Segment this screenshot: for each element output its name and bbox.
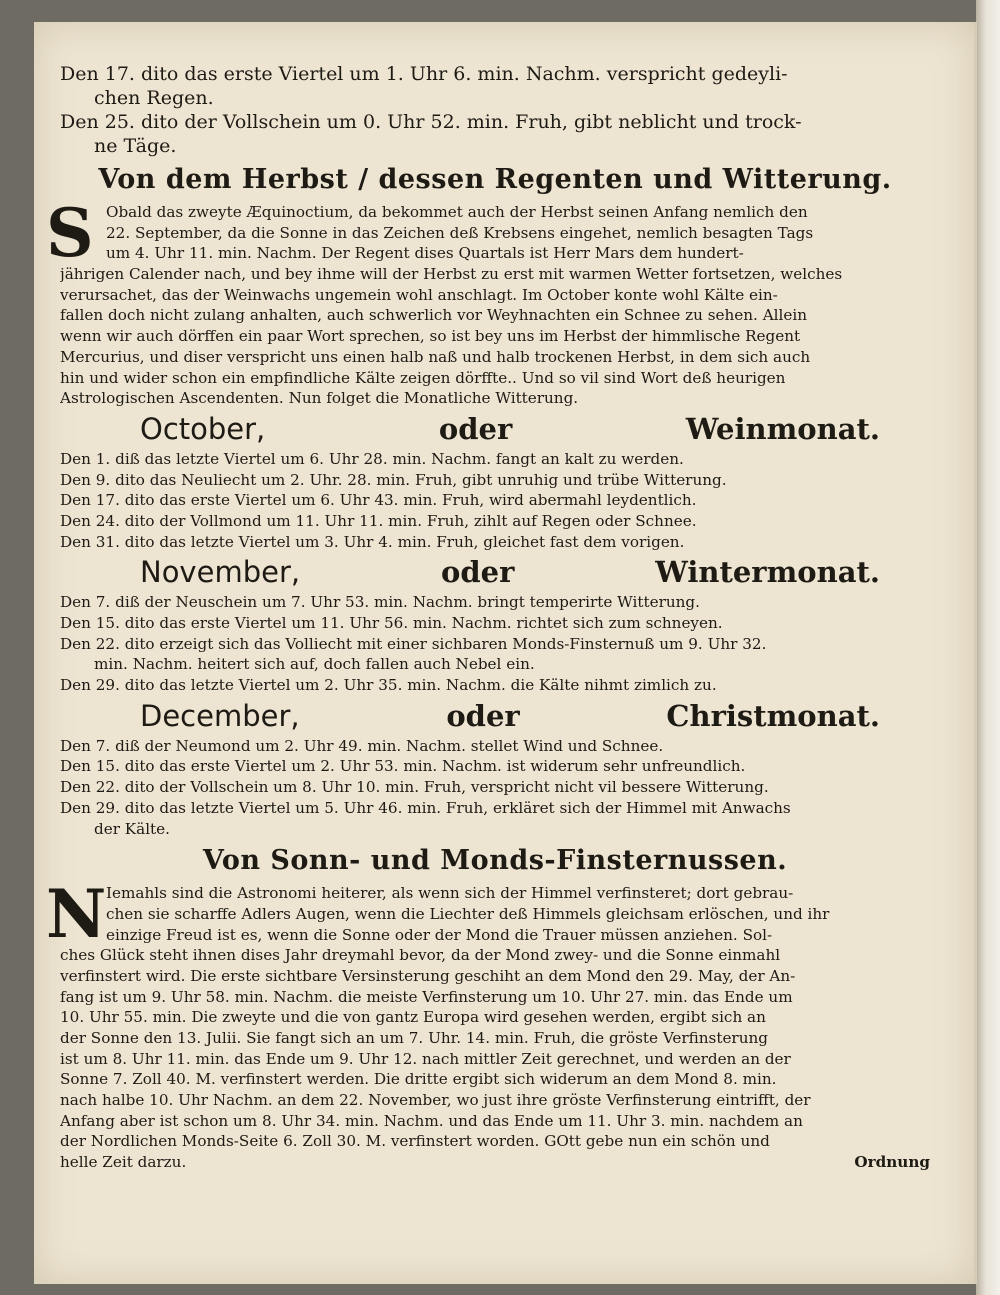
- eclipse-heading: Von Sonn- und Monds-Finsternussen.: [202, 845, 788, 877]
- text-line: Den 25. dito der Vollschein um 0. Uhr 52. min. Fruh, gibt neblicht und trock-: [60, 111, 802, 133]
- text-line: verfinstert wird. Die erste sichtbare Versinsterung geschiht an dem Mond den 29. May, der An-: [60, 966, 796, 985]
- month-oder: oder: [446, 698, 520, 733]
- text-line: der Kälte.: [94, 819, 170, 838]
- text-line: Den 1. diß das letzte Viertel um 6. Uhr 28. min. Nachm. fangt an kalt zu werden.: [60, 449, 684, 468]
- text-line: Den 17. dito das erste Viertel um 6. Uhr 43. min. Fruh, wird abermahl leydentlich.: [60, 491, 697, 510]
- text-line: Den 29. dito das letzte Viertel um 2. Uhr 35. min. Nachm. die Kälte nihmt zimlich zu.: [60, 676, 717, 695]
- month-latin: November,: [140, 555, 301, 590]
- text-line: chen Regen.: [94, 87, 214, 109]
- month-latin: October,: [140, 411, 266, 446]
- text-line: hin und wider schon ein empfindliche Kälte zeigen dörffte.. Und so vil sind Wort deß heurigen: [60, 368, 786, 387]
- month-oder: oder: [441, 555, 515, 590]
- month-oder: oder: [438, 411, 513, 446]
- autumn-heading: Von dem Herbst / dessen Regenten und Witterung.: [98, 164, 892, 195]
- month-german: Wintermonat.: [655, 555, 880, 590]
- text-line: nach halbe 10. Uhr Nachm. an dem 22. November, wo just ihre gröste Verfinsterung eintrifft, der: [60, 1091, 811, 1110]
- text-line: Iemahls sind die Astronomi heiterer, als wenn sich der Himmel verfinsteret; dort gebrau-: [106, 884, 794, 903]
- text-line: chen sie scharffe Adlers Augen, wenn die Liechter deß Himmels gleichsam erlöschen, und ihr: [106, 904, 830, 923]
- text-line: Sonne 7. Zoll 40. M. verfinstert werden. Die dritte ergibt sich widerum an dem Mond 8. min.: [60, 1070, 777, 1089]
- top-entries: [60, 62, 930, 158]
- text-line: min. Nachm. heitert sich auf, doch fallen auch Nebel ein.: [94, 655, 535, 674]
- text-line: einzige Freud ist es, wenn die Sonne oder der Mond die Trauer müssen anziehen. Sol-: [106, 925, 773, 944]
- drop-cap: S: [46, 194, 94, 272]
- text-line: Obald das zweyte Æquinoctium, da bekommet auch der Herbst seinen Anfang nemlich den: [106, 203, 808, 221]
- month-entries-december: [60, 736, 930, 839]
- text-line: ne Täge.: [94, 135, 177, 157]
- text-line: der Nordlichen Monds-Seite 6. Zoll 30. M. verfinstert worden. GOtt gebe nun ein schön und: [60, 1132, 770, 1151]
- text-line: verursachet, das der Weinwachs ungemein wohl anschlagt. Im October konte wohl Kälte ein-: [60, 285, 778, 304]
- month-heading-december: [60, 696, 930, 736]
- month-heading-november: [60, 552, 930, 592]
- text-line: Den 24. dito der Vollmond um 11. Uhr 11. min. Fruh, zihlt auf Regen oder Schnee.: [60, 511, 697, 530]
- text-line: wenn wir auch dörffen ein paar Wort sprechen, so ist bey uns im Herbst der himmlische Regent: [60, 327, 801, 346]
- text-line: fallen doch nicht zulang anhalten, auch schwerlich vor Weyhnachten ein Schnee zu sehen. Allein: [60, 306, 808, 325]
- text-line: [60, 1152, 930, 1173]
- text-line: ist um 8. Uhr 11. min. das Ende um 9. Uhr 12. nach mittler Zeit gerechnet, und werden an der: [60, 1049, 791, 1068]
- text-line: fang ist um 9. Uhr 58. min. Nachm. die meiste Verfinsterung um 10. Uhr 27. min. das Ende um: [60, 987, 793, 1006]
- text-line: der Sonne den 13. Julii. Sie fangt sich an um 7. Uhr. 14. min. Fruh, die gröste Verfinsterung: [60, 1029, 768, 1047]
- text-line-content: helle Zeit darzu.: [60, 1153, 187, 1172]
- text-line: 22. September, da die Sonne in das Zeichen deß Krebsens eingehet, nemlich besagten Tags: [106, 223, 814, 242]
- text-line: Den 29. dito das letzte Viertel um 5. Uhr 46. min. Fruh, erkläret sich der Himmel mit Anwachs: [60, 798, 791, 817]
- month-german: Christmonat.: [666, 698, 880, 733]
- text-line: Den 7. diß der Neuschein um 7. Uhr 53. min. Nachm. bringt temperirte Witterung.: [60, 593, 700, 612]
- text-line: um 4. Uhr 11. min. Nachm. Der Regent dises Quartals ist Herr Mars dem hundert-: [106, 244, 744, 263]
- text-line: Den 15. dito das erste Viertel um 11. Uhr 56. min. Nachm. richtet sich zum schneyen.: [60, 614, 723, 632]
- text-line: Den 22. dito erzeigt sich das Volliecht mit einer sichbaren Monds-Finsternuß um 9. Uhr 32.: [60, 634, 767, 653]
- text-line: Den 9. dito das Neuliecht um 2. Uhr. 28. min. Fruh, gibt unruhig und trübe Witterung.: [60, 470, 727, 489]
- month-entries-november: [60, 592, 930, 695]
- drop-cap: N: [46, 875, 107, 954]
- text-line: ches Glück steht ihnen dises Jahr dreymahl bevor, da der Mond zwey- und die Sonne einmahl: [60, 946, 781, 965]
- page-edge: [976, 0, 1000, 1295]
- catchword: Ordnung: [854, 1153, 930, 1172]
- text-line: 10. Uhr 55. min. Die zweyte und die von gantz Europa wird gesehen werden, ergibt sich an: [60, 1008, 766, 1027]
- text-line: Anfang aber ist schon um 8. Uhr 34. min. Nachm. und das Ende um 11. Uhr 3. min. nachdem an: [60, 1111, 803, 1130]
- month-heading-october: [60, 409, 930, 449]
- text-line: Den 31. dito das letzte Viertel um 3. Uhr 4. min. Fruh, gleichet fast dem vorigen.: [60, 532, 685, 551]
- eclipse-paragraph: [46, 875, 930, 1173]
- text-line: Mercurius, und diser verspricht uns einen halb naß und halb trockenen Herbst, in dem sich auch: [60, 347, 811, 366]
- text-line: Den 17. dito das erste Viertel um 1. Uhr 6. min. Nachm. verspricht gedeyli-: [60, 63, 788, 85]
- page-text: [46, 62, 930, 1173]
- month-entries-october: [60, 449, 930, 552]
- month-latin: December,: [140, 698, 300, 733]
- text-line: Astrologischen Ascendenten. Nun folget die Monatliche Witterung.: [60, 389, 579, 408]
- text-line: Den 15. dito das erste Viertel um 2. Uhr 53. min. Nachm. ist widerum sehr unfreundlich.: [60, 757, 746, 776]
- month-german: Weinmonat.: [685, 411, 880, 446]
- text-line: jährigen Calender nach, und bey ihme will der Herbst zu erst mit warmen Wetter fortsetzen, welches: [60, 265, 843, 284]
- autumn-paragraph: [46, 194, 930, 409]
- text-line: Den 22. dito der Vollschein um 8. Uhr 10. min. Fruh, verspricht nicht vil bessere Witterung.: [60, 778, 769, 797]
- text-line: Den 7. diß der Neumond um 2. Uhr 49. min. Nachm. stellet Wind und Schnee.: [60, 736, 664, 755]
